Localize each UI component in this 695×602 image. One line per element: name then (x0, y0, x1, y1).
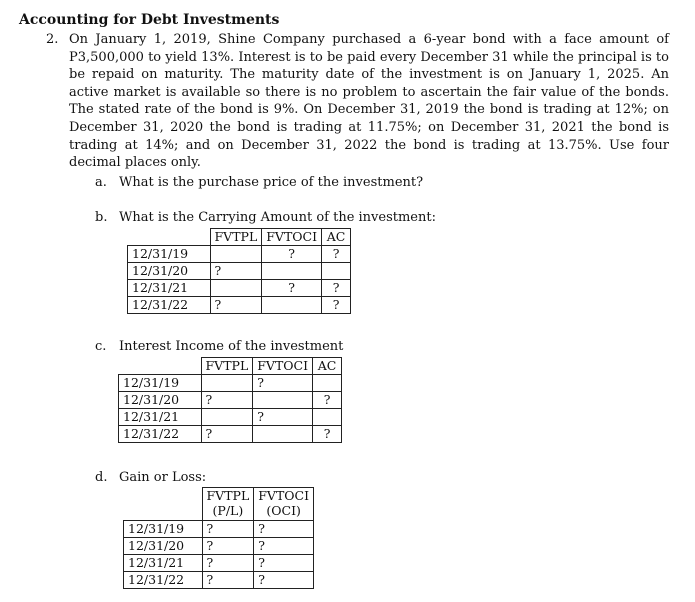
gain-loss-table (123, 487, 314, 589)
cell-fvtpl: ? (202, 538, 254, 555)
cell-ac: ? (322, 246, 351, 263)
cell-fvtpl: ? (201, 392, 253, 409)
header-fvtoci: FVTOCI (262, 229, 322, 246)
cell-fvtoci: ? (262, 246, 322, 263)
cell-ac (313, 375, 342, 392)
cell-fvtoci: ? (254, 555, 314, 572)
carrying-amount-table (127, 228, 351, 314)
header-fvtpl-line1: FVTPL (206, 488, 250, 503)
cell-ac: ? (322, 297, 351, 314)
table-row (119, 392, 342, 409)
table-row (128, 263, 351, 280)
header-ac: AC (322, 229, 351, 246)
cell-fvtpl (210, 246, 262, 263)
part-d-question: Gain or Loss: (119, 470, 207, 485)
table-row (128, 297, 351, 314)
cell-fvtoci (262, 263, 322, 280)
header-fvtoci: FVTOCI (253, 358, 313, 375)
part-a-letter: a. (95, 175, 107, 190)
row-date: 12/31/22 (119, 426, 202, 443)
table-header-row (128, 229, 351, 246)
cell-fvtoci (253, 392, 313, 409)
table-corner (128, 229, 211, 246)
part-c-letter: c. (95, 339, 107, 354)
cell-fvtpl: ? (202, 572, 254, 589)
header-ac: AC (313, 358, 342, 375)
table-row (119, 409, 342, 426)
header-fvtpl-pl (202, 488, 254, 521)
interest-income-table (118, 357, 342, 443)
part-a-question: What is the purchase price of the investment? (119, 175, 424, 190)
cell-ac: ? (313, 392, 342, 409)
table-row (119, 426, 342, 443)
cell-fvtpl (210, 280, 262, 297)
table-row (128, 246, 351, 263)
header-fvtpl-line2: (P/L) (212, 503, 244, 518)
row-date: 12/31/22 (124, 572, 203, 589)
table-corner (124, 488, 203, 521)
row-date: 12/31/19 (128, 246, 211, 263)
cell-fvtpl: ? (202, 555, 254, 572)
cell-fvtoci: ? (253, 375, 313, 392)
part-b-letter: b. (95, 210, 108, 225)
row-date: 12/31/20 (124, 538, 203, 555)
header-fvtpl: FVTPL (201, 358, 253, 375)
header-fvtoci-oci (254, 488, 314, 521)
problem-statement: On January 1, 2019, Shine Company purchased a 6-year bond with a face amount of P3,500,000 to yield 13%. Interest is to be paid every December 31 while the principal is to be repaid on maturity. The maturity date of the investment is on January 1, 2025. An active market is available so there is no problem to ascertain the fair value of the bonds. The stated rate of the bond is 9%. On December 31, 2019 the bond is trading at 12%; on December 31, 2020 the bond is trading at 11.75%; on December 31, 2021 the bond is trading at 14%; and on December 31, 2022 the bond is trading at 13.75%. Use four decimal places only. (69, 32, 669, 171)
part-c-question: Interest Income of the investment (119, 339, 344, 354)
cell-ac (322, 263, 351, 280)
cell-fvtoci: ? (254, 521, 314, 538)
part-d-letter: d. (95, 470, 108, 485)
row-date: 12/31/22 (128, 297, 211, 314)
page-title: Accounting for Debt Investments (19, 12, 280, 28)
table-row (119, 375, 342, 392)
cell-fvtoci (253, 426, 313, 443)
header-fvtpl: FVTPL (210, 229, 262, 246)
row-date: 12/31/21 (119, 409, 202, 426)
table-corner (119, 358, 202, 375)
problem-number: 2. (46, 32, 59, 47)
table-row (124, 538, 314, 555)
cell-fvtpl (201, 375, 253, 392)
cell-ac (313, 409, 342, 426)
cell-ac: ? (322, 280, 351, 297)
row-date: 12/31/21 (128, 280, 211, 297)
cell-fvtpl (201, 409, 253, 426)
cell-fvtpl: ? (202, 521, 254, 538)
row-date: 12/31/19 (119, 375, 202, 392)
cell-fvtoci: ? (254, 572, 314, 589)
cell-fvtpl: ? (210, 297, 262, 314)
table-header-row (119, 358, 342, 375)
cell-ac: ? (313, 426, 342, 443)
cell-fvtoci (262, 297, 322, 314)
table-header-row (124, 488, 314, 521)
table-row (124, 555, 314, 572)
cell-fvtoci: ? (253, 409, 313, 426)
header-fvtoci-line1: FVTOCI (258, 488, 310, 503)
row-date: 12/31/21 (124, 555, 203, 572)
cell-fvtoci: ? (254, 538, 314, 555)
cell-fvtpl: ? (201, 426, 253, 443)
row-date: 12/31/19 (124, 521, 203, 538)
table-row (124, 572, 314, 589)
table-row (124, 521, 314, 538)
row-date: 12/31/20 (119, 392, 202, 409)
part-b-question: What is the Carrying Amount of the investment: (119, 210, 436, 225)
table-row (128, 280, 351, 297)
cell-fvtpl: ? (210, 263, 262, 280)
cell-fvtoci: ? (262, 280, 322, 297)
header-fvtoci-line2: (OCI) (266, 503, 301, 518)
row-date: 12/31/20 (128, 263, 211, 280)
